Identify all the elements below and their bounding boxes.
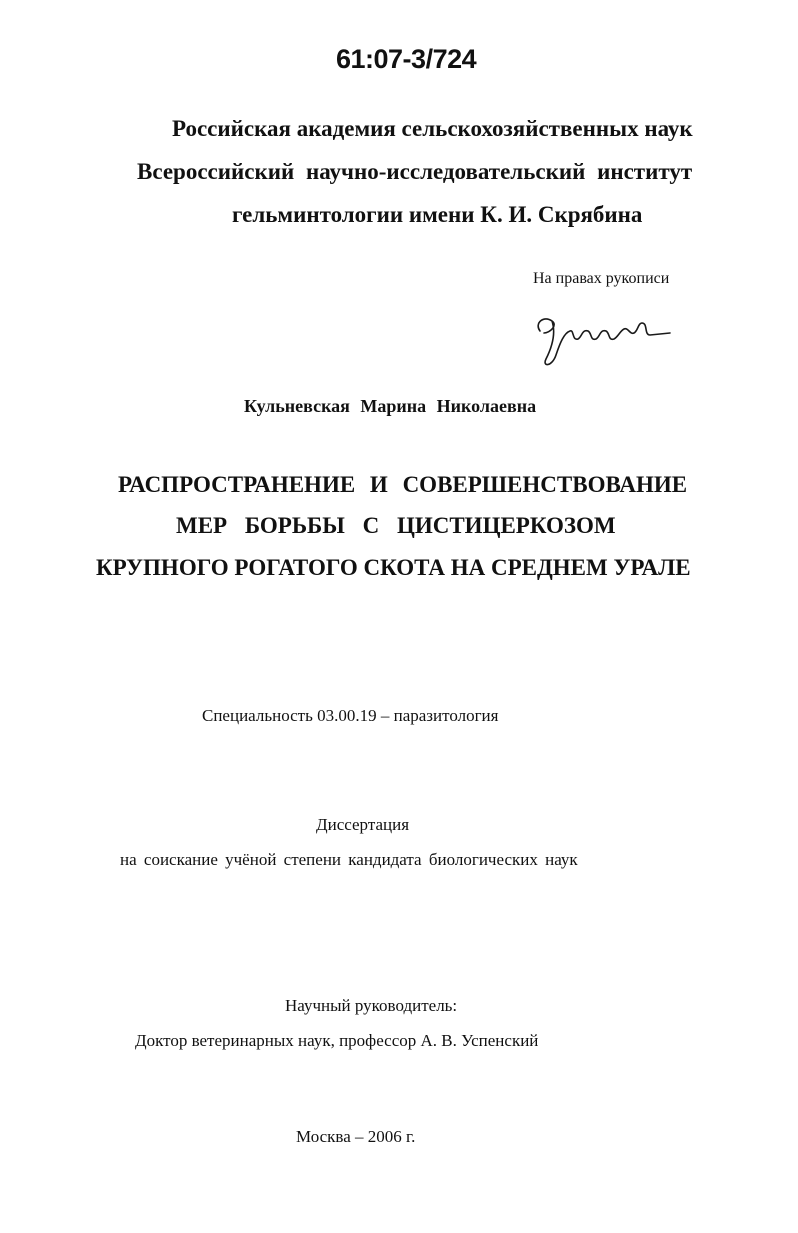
catalog-number: 61:07-3/724: [336, 44, 477, 74]
organization-institute: Всероссийский научно-исследовательский институт: [137, 159, 693, 184]
dissertation-title-line-3: КРУПНОГО РОГАТОГО СКОТА НА СРЕДНЕМ УРАЛЕ: [96, 555, 691, 580]
city-year: Москва – 2006 г.: [296, 1127, 416, 1146]
advisor-label: Научный руководитель:: [285, 996, 458, 1015]
handwritten-signature: [530, 303, 680, 373]
specialty-line: Специальность 03.00.19 – паразитология: [202, 706, 499, 725]
author-name: Кульневская Марина Николаевна: [244, 396, 537, 416]
organization-institute-name: гельминтологии имени К. И. Скрябина: [232, 202, 643, 227]
advisor-name: Доктор ветеринарных наук, профессор А. В. Успенский: [135, 1031, 539, 1050]
organization-academy: Российская академия сельскохозяйственных наук: [172, 116, 693, 141]
dissertation-title-line-1: РАСПРОСТРАНЕНИЕ И СОВЕРШЕНСТВОВАНИЕ: [118, 472, 688, 497]
manuscript-rights-note: На правах рукописи: [533, 270, 670, 287]
dissertation-label: Диссертация: [316, 815, 410, 834]
dissertation-degree: на соискание учёной степени кандидата биологических наук: [120, 850, 578, 869]
dissertation-title-line-2: МЕР БОРЬБЫ С ЦИСТИЦЕРКОЗОМ: [176, 513, 616, 538]
